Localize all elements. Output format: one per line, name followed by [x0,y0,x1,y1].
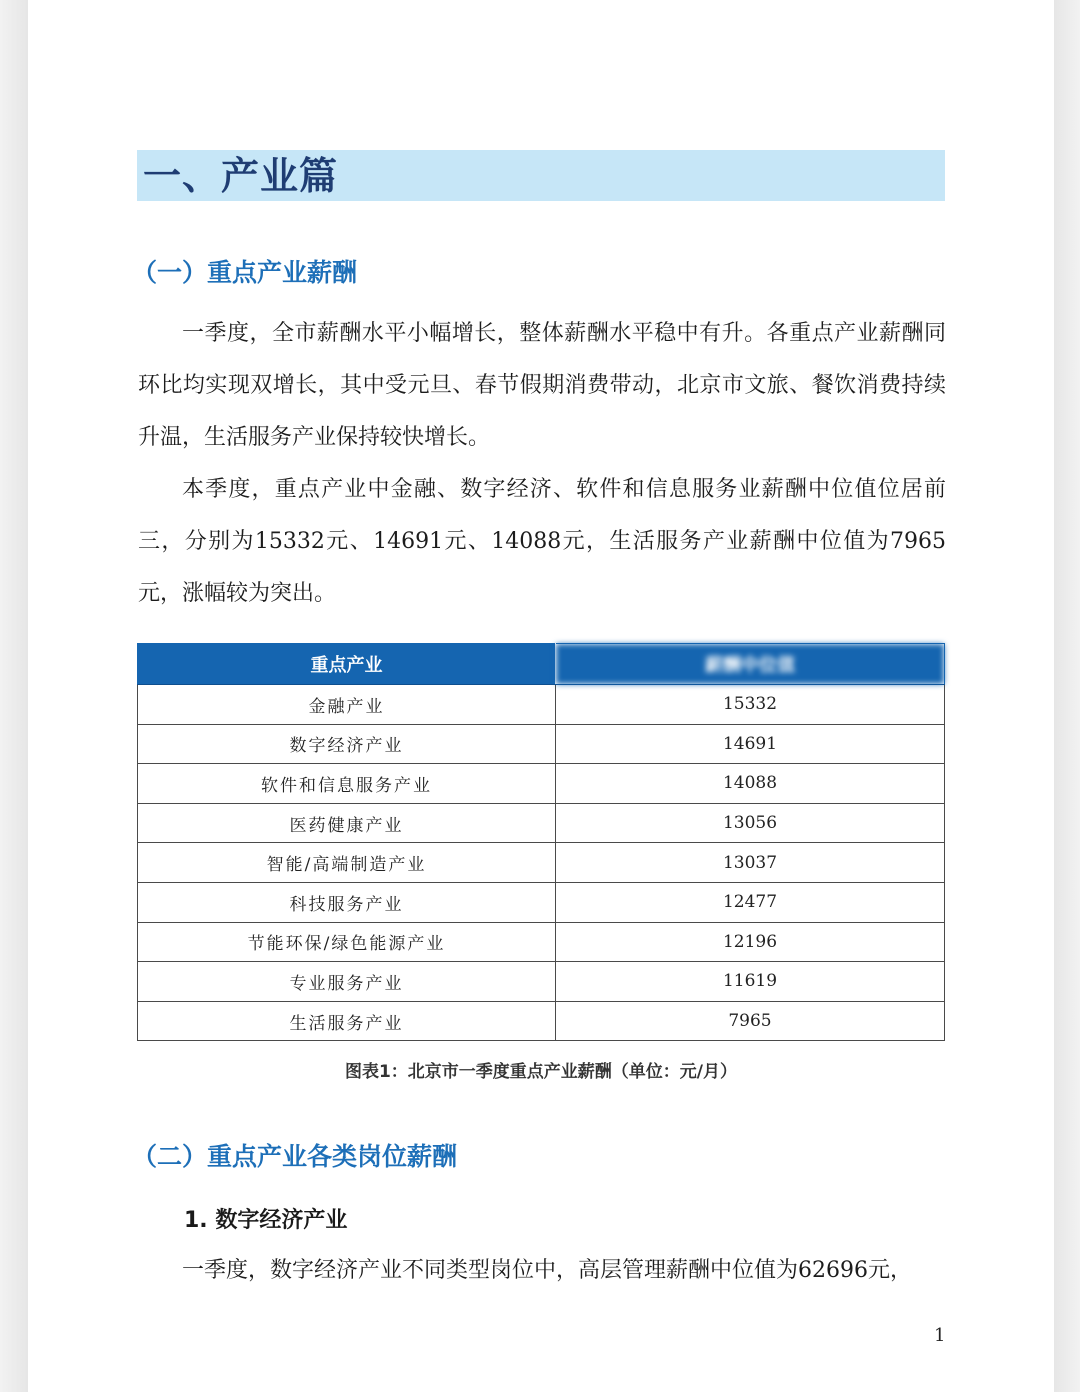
salary-value: 14691 [556,724,945,764]
chapter-header-band [137,150,945,201]
table-row [138,1001,945,1041]
table-row [138,882,945,922]
page-shadow-right [1054,0,1080,1392]
industry-name: 数字经济产业 [138,724,556,764]
table-row [138,803,945,843]
salary-value: 13056 [556,803,945,843]
industry-name: 生活服务产业 [138,1001,556,1041]
table-row [138,724,945,764]
industry-name: 医药健康产业 [138,803,556,843]
subsection-title-digital-economy: 1. 数字经济产业 [184,1208,348,1233]
page-number: 1 [934,1325,946,1346]
page-shadow-left [0,0,28,1392]
salary-value: 12477 [556,882,945,922]
paragraph-digital-economy: 一季度，数字经济产业不同类型岗位中，高层管理薪酬中位值为62696元， [182,1258,912,1283]
salary-value: 7965 [556,1001,945,1041]
table-row [138,922,945,962]
table-caption: 图表1：北京市一季度重点产业薪酬（单位：元/月） [344,1062,738,1082]
industry-name: 软件和信息服务产业 [138,764,556,804]
document-page[interactable] [28,0,1054,1392]
industry-name: 专业服务产业 [138,962,556,1002]
table-header-industry: 重点产业 [138,644,556,685]
paragraph-top-industries: 本季度，重点产业中金融、数字经济、软件和信息服务业薪酬中位值位居前三，分别为15332元、14691元、14088元，生活服务产业薪酬中位值为7965元，涨幅较为突出。 [138,477,946,606]
salary-value: 14088 [556,764,945,804]
table-row [138,764,945,804]
chapter-title: 一、产业篇 [143,154,339,198]
industry-name: 节能环保/绿色能源产业 [138,922,556,962]
salary-value: 13037 [556,843,945,883]
table-row [138,843,945,883]
paragraph-overview: 一季度，全市薪酬水平小幅增长，整体薪酬水平稳中有升。各重点产业薪酬同环比均实现双增长，其中受元旦、春节假期消费带动，北京市文旅、餐饮消费持续升温，生活服务产业保持较快增长。 [138,321,946,450]
section-title-key-industries: （一）重点产业薪酬 [132,258,358,287]
salary-value: 11619 [556,962,945,1002]
industry-salary-table [137,643,945,1041]
table-header-salary: 薪酬中位值 [556,644,945,685]
section-title-job-salaries: （二）重点产业各类岗位薪酬 [132,1142,458,1171]
table-header-row [138,644,945,685]
salary-value: 12196 [556,922,945,962]
industry-name: 智能/高端制造产业 [138,843,556,883]
industry-name: 科技服务产业 [138,882,556,922]
salary-value: 15332 [556,685,945,725]
industry-name: 金融产业 [138,685,556,725]
table-row [138,685,945,725]
table-row [138,962,945,1002]
